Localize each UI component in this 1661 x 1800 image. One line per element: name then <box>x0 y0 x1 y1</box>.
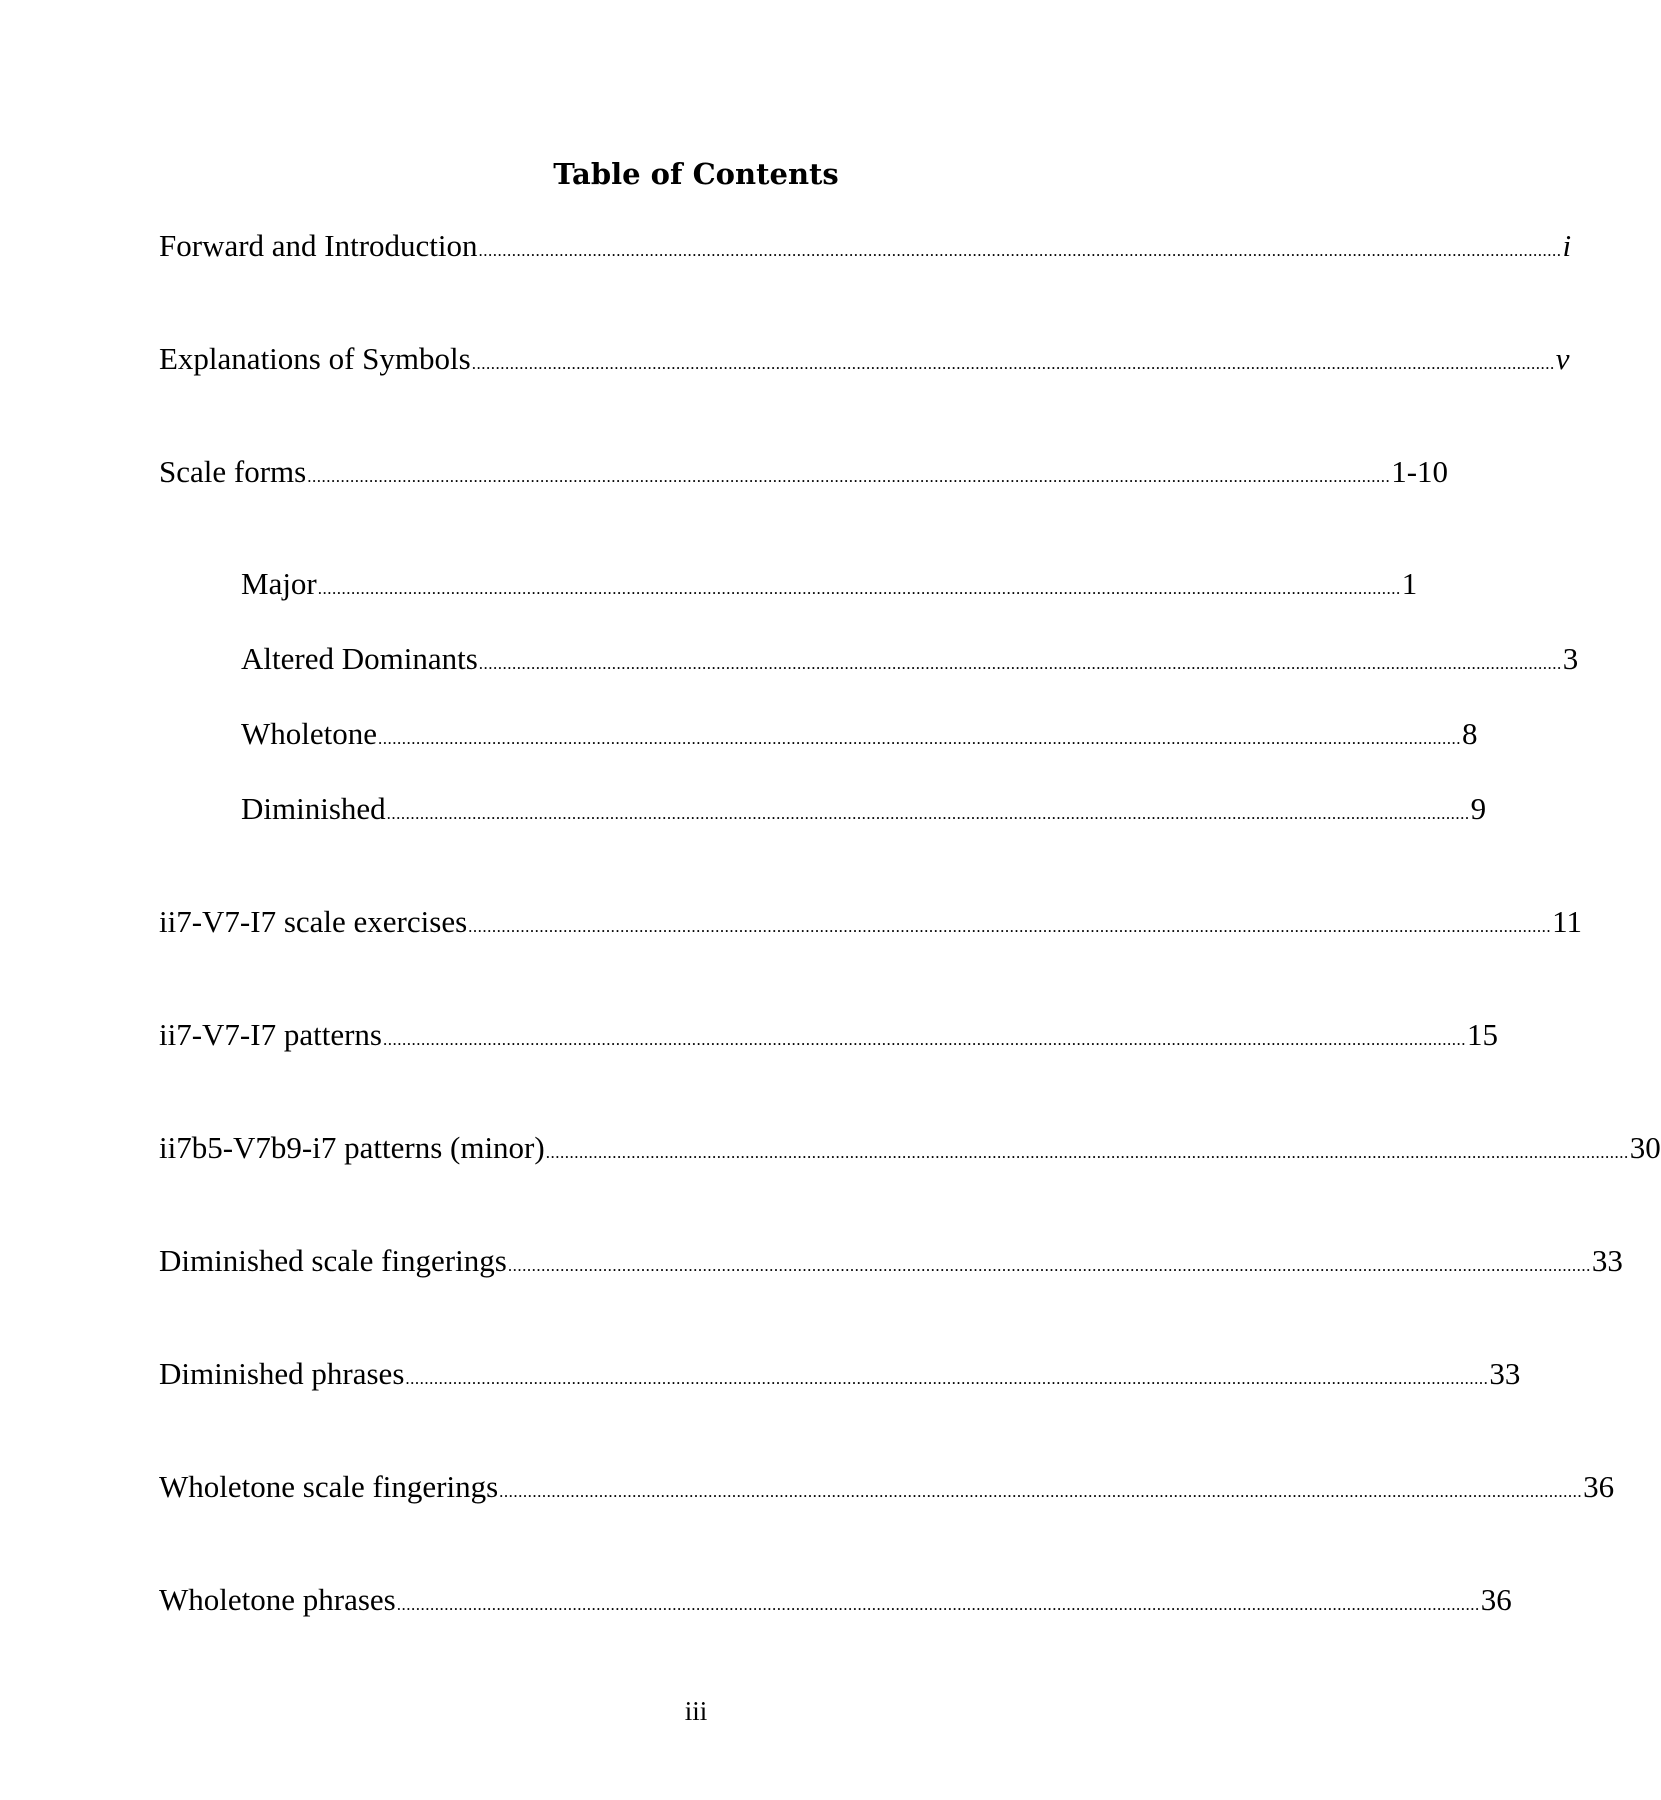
toc-entry-diminished[interactable] <box>241 789 1487 829</box>
toc-entry-diminished-scale-fingerings[interactable] <box>159 1241 1623 1281</box>
toc-entry-wholetone-phrases[interactable] <box>159 1580 1512 1620</box>
toc-entry-wholetone[interactable] <box>241 714 1478 754</box>
dot-leader: .................................................................................................................................................................................................................................... <box>478 654 1562 673</box>
toc-entry-label: Major <box>241 566 317 601</box>
toc-entry-explanations-of-symbols[interactable] <box>159 339 1570 379</box>
dot-leader: .................................................................................................................................................................................................................................... <box>468 917 1552 936</box>
toc-entry-page: 15 <box>1466 1017 1498 1052</box>
toc-entry-minor-patterns[interactable] <box>159 1128 1661 1168</box>
toc-entry-page: 33 <box>1591 1243 1623 1278</box>
toc-entry-label: Scale forms <box>159 454 307 489</box>
toc-entry-page: 1-10 <box>1391 454 1449 489</box>
toc-entry-page: i <box>1562 228 1572 263</box>
dot-leader: .................................................................................................................................................................................................................................... <box>471 354 1555 373</box>
dot-leader: .................................................................................................................................................................................................................................... <box>386 804 1470 823</box>
page-number: iii <box>684 1696 708 1726</box>
toc-entry-label: Forward and Introduction <box>159 228 478 263</box>
toc-entry-page: 3 <box>1562 641 1579 676</box>
toc-entry-label: ii7-V7-I7 scale exercises <box>159 904 468 939</box>
dot-leader: .................................................................................................................................................................................................................................... <box>507 1256 1591 1275</box>
dot-leader: .................................................................................................................................................................................................................................... <box>396 1595 1480 1614</box>
toc-entry-page: 36 <box>1480 1582 1512 1617</box>
toc-entry-label: Wholetone <box>241 716 378 751</box>
toc-entry-page: 1 <box>1401 566 1418 601</box>
dot-leader: .................................................................................................................................................................................................................................... <box>405 1369 1489 1388</box>
dot-leader: .................................................................................................................................................................................................................................... <box>317 579 1401 598</box>
toc-entry-page: 11 <box>1552 904 1582 939</box>
dot-leader: .................................................................................................................................................................................................................................... <box>307 467 1391 486</box>
dot-leader: .................................................................................................................................................................................................................................... <box>499 1482 1583 1501</box>
toc-entry-page: 9 <box>1470 791 1487 826</box>
dot-leader: .................................................................................................................................................................................................................................... <box>382 1030 1466 1049</box>
toc-entry-page: 30 <box>1629 1130 1661 1165</box>
toc-entry-major[interactable] <box>241 564 1418 604</box>
toc-entry-label: ii7b5-V7b9-i7 patterns (minor) <box>159 1130 545 1165</box>
toc-entry-altered-dominants[interactable] <box>241 639 1579 679</box>
toc-entry-label: Diminished phrases <box>159 1356 405 1391</box>
toc-entry-label: Wholetone phrases <box>159 1582 396 1617</box>
toc-entry-wholetone-scale-fingerings[interactable] <box>159 1467 1615 1507</box>
toc-entry-label: ii7-V7-I7 patterns <box>159 1017 382 1052</box>
page-title: Table of Contents <box>553 157 839 191</box>
toc-entry-page: 36 <box>1583 1469 1615 1504</box>
toc-entry-forward-and-introduction[interactable] <box>159 226 1572 266</box>
toc-entry-scale-forms[interactable] <box>159 452 1449 492</box>
dot-leader: .................................................................................................................................................................................................................................... <box>378 729 1462 748</box>
toc-entry-page: v <box>1555 341 1570 376</box>
toc-entry-page: 33 <box>1489 1356 1521 1391</box>
toc-entry-diminished-phrases[interactable] <box>159 1354 1521 1394</box>
dot-leader: .................................................................................................................................................................................................................................... <box>545 1143 1629 1162</box>
toc-entry-label: Diminished <box>241 791 386 826</box>
toc-entry-label: Wholetone scale fingerings <box>159 1469 499 1504</box>
toc-entry-ii7-v7-i7-patterns[interactable] <box>159 1015 1498 1055</box>
toc-entry-label: Explanations of Symbols <box>159 341 471 376</box>
toc-entry-label: Altered Dominants <box>241 641 478 676</box>
dot-leader: .................................................................................................................................................................................................................................... <box>478 241 1562 260</box>
toc-entry-ii7-v7-i7-scale-exercises[interactable] <box>159 902 1582 942</box>
toc-entry-label: Diminished scale fingerings <box>159 1243 507 1278</box>
toc-entry-page: 8 <box>1462 716 1478 751</box>
